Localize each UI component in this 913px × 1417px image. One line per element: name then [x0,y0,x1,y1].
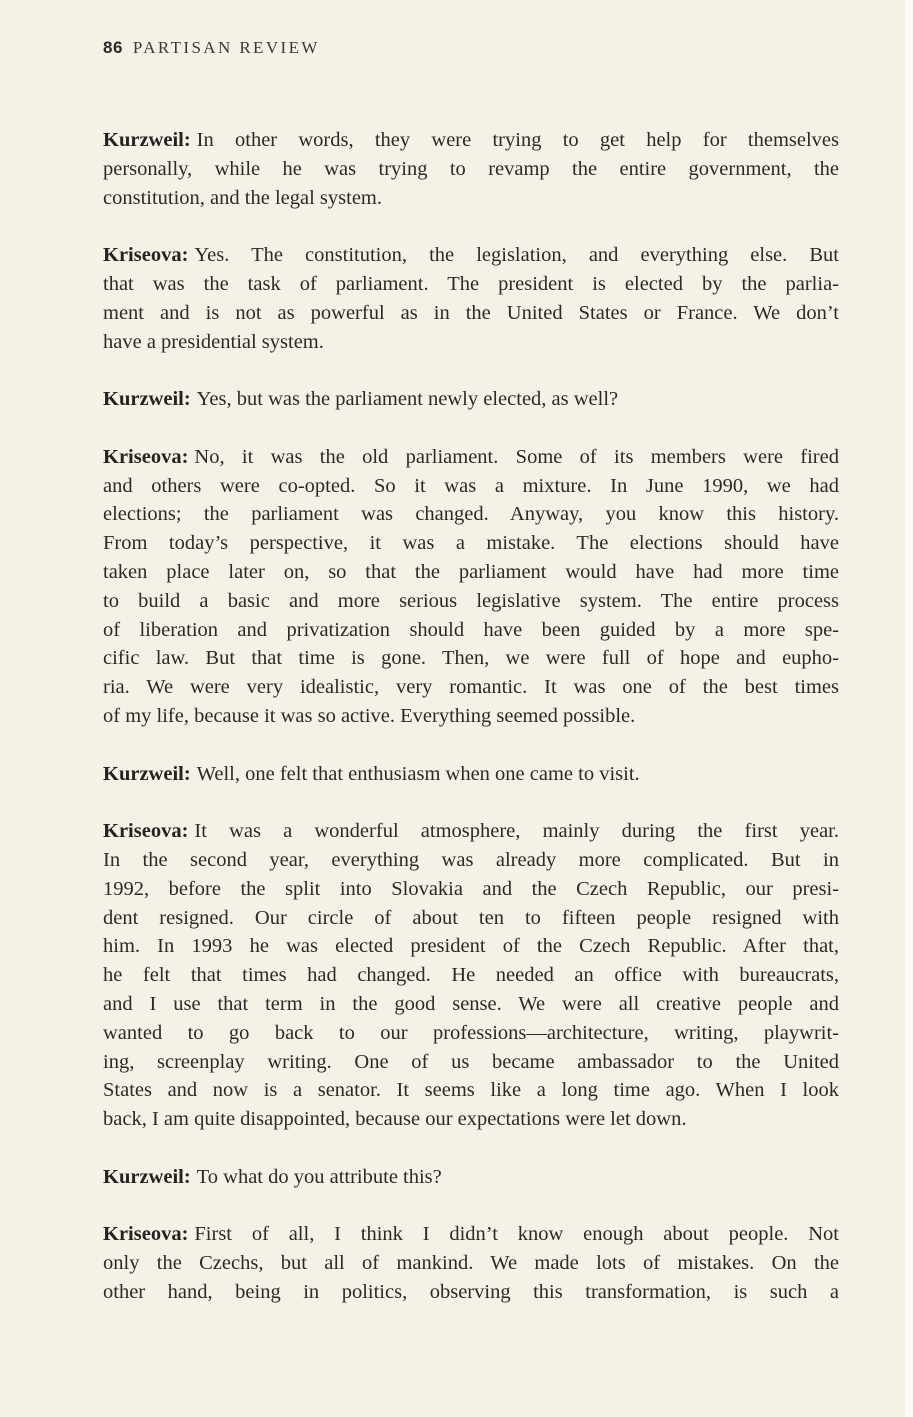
line-text: dent resigned. Our circle of about ten to fifteen people resigned with [103,906,839,929]
line-text: of my life, because it was so active. Everything seemed possible. [103,704,636,727]
line-text: First of all, I think I didn’t know enough about people. Not [194,1223,839,1246]
speaker-label: Kriseova: [103,820,189,843]
text-line [103,1019,839,1048]
text-line [103,702,839,731]
line-text: back, I am quite disappointed, because our expectations were let down. [103,1108,687,1131]
line-text: To what do you attribute this? [196,1165,442,1188]
speaker-label: Kurzweil: [103,129,191,151]
speaker-label: Kriseova: [103,244,189,267]
text-line [103,443,839,472]
line-text: States and now is a senator. It seems like a long time ago. When I look [103,1079,839,1102]
line-text: other hand, being in politics, observing this transformation, is such a [103,1280,839,1303]
speaker-label: Kriseova: [103,445,189,468]
interview-paragraph [103,443,839,731]
line-text: From today’s perspective, it was a mistake. The elections should have [103,532,839,555]
line-text: personally, while he was trying to revamp the entire government, the [103,157,839,180]
speaker-label: Kurzweil: [103,762,191,785]
text-line [103,126,839,155]
line-text: Yes. The constitution, the legislation, and everything else. But [194,244,839,267]
line-text: and I use that term in the good sense. We were all creative people and [103,992,839,1015]
running-head [103,38,320,58]
line-text: that was the task of parliament. The president is elected by the parlia- [103,272,839,295]
line-text: to build a basic and more serious legislative system. The entire process [103,589,839,612]
text-line [103,328,839,357]
line-text: of liberation and privatization should have been guided by a more spe- [103,618,839,641]
interview-paragraph [103,817,839,1134]
text-line [103,817,839,846]
line-text: elections; the parliament was changed. Anyway, you know this history. [103,503,839,526]
line-text: he felt that times had changed. He needed an office with bureaucrats, [103,964,839,987]
text-line [103,875,839,904]
text-line [103,673,839,702]
line-text: only the Czechs, but all of mankind. We made lots of mistakes. On the [103,1252,839,1275]
interview-paragraph [103,385,839,414]
line-text: 1992, before the split into Slovakia and the Czech Republic, our presi- [103,877,839,900]
interview-text [103,126,839,1335]
line-text: and others were co-opted. So it was a mixture. In June 1990, we had [103,474,839,497]
line-text: In other words, they were trying to get help for themselves [196,129,839,151]
speaker-label: Kurzweil: [103,1165,191,1188]
text-line [103,760,839,789]
page-number: 86 [103,38,123,57]
text-line [103,1220,839,1249]
line-text: In the second year, everything was already more complicated. But in [103,848,839,871]
line-text: Well, one felt that enthusiasm when one came to visit. [196,762,640,785]
text-line [103,644,839,673]
text-line [103,241,839,270]
line-text: wanted to go back to our professions—architecture, writing, playwrit- [103,1021,839,1044]
interview-paragraph [103,1220,839,1306]
page-edge [905,0,913,1417]
text-line [103,472,839,501]
journal-title: PARTISAN REVIEW [132,38,320,57]
speaker-label: Kriseova: [103,1223,189,1246]
text-line [103,558,839,587]
text-line [103,961,839,990]
text-line [103,1249,839,1278]
text-line [103,846,839,875]
interview-paragraph [103,241,839,356]
text-line [103,990,839,1019]
text-line [103,529,839,558]
text-line [103,1163,839,1192]
line-text: No, it was the old parliament. Some of its members were fired [194,445,839,468]
line-text: him. In 1993 he was elected president of the Czech Republic. After that, [103,935,839,958]
text-line [103,616,839,645]
line-text: ment and is not as powerful as in the United States or France. We don’t [103,301,839,324]
text-line [103,1278,839,1307]
line-text: It was a wonderful atmosphere, mainly during the first year. [194,820,839,843]
text-line [103,904,839,933]
line-text: cific law. But that time is gone. Then, we were full of hope and eupho- [103,647,839,670]
text-line [103,184,839,213]
interview-paragraph [103,1163,839,1192]
line-text: ria. We were very idealistic, very romantic. It was one of the best times [103,676,839,699]
interview-paragraph [103,126,839,212]
text-line [103,385,839,414]
text-line [103,1105,839,1134]
text-line [103,270,839,299]
line-text: have a presidential system. [103,330,324,353]
line-text: ing, screenplay writing. One of us became ambassador to the United [103,1050,839,1073]
line-text: taken place later on, so that the parliament would have had more time [103,560,839,583]
text-line [103,299,839,328]
text-line [103,500,839,529]
line-text: constitution, and the legal system. [103,186,382,209]
text-line [103,932,839,961]
text-line [103,155,839,184]
text-line [103,1048,839,1077]
interview-paragraph [103,760,839,789]
speaker-label: Kurzweil: [103,388,191,411]
text-line [103,587,839,616]
text-line [103,1076,839,1105]
line-text: Yes, but was the parliament newly elected, as well? [196,388,619,411]
